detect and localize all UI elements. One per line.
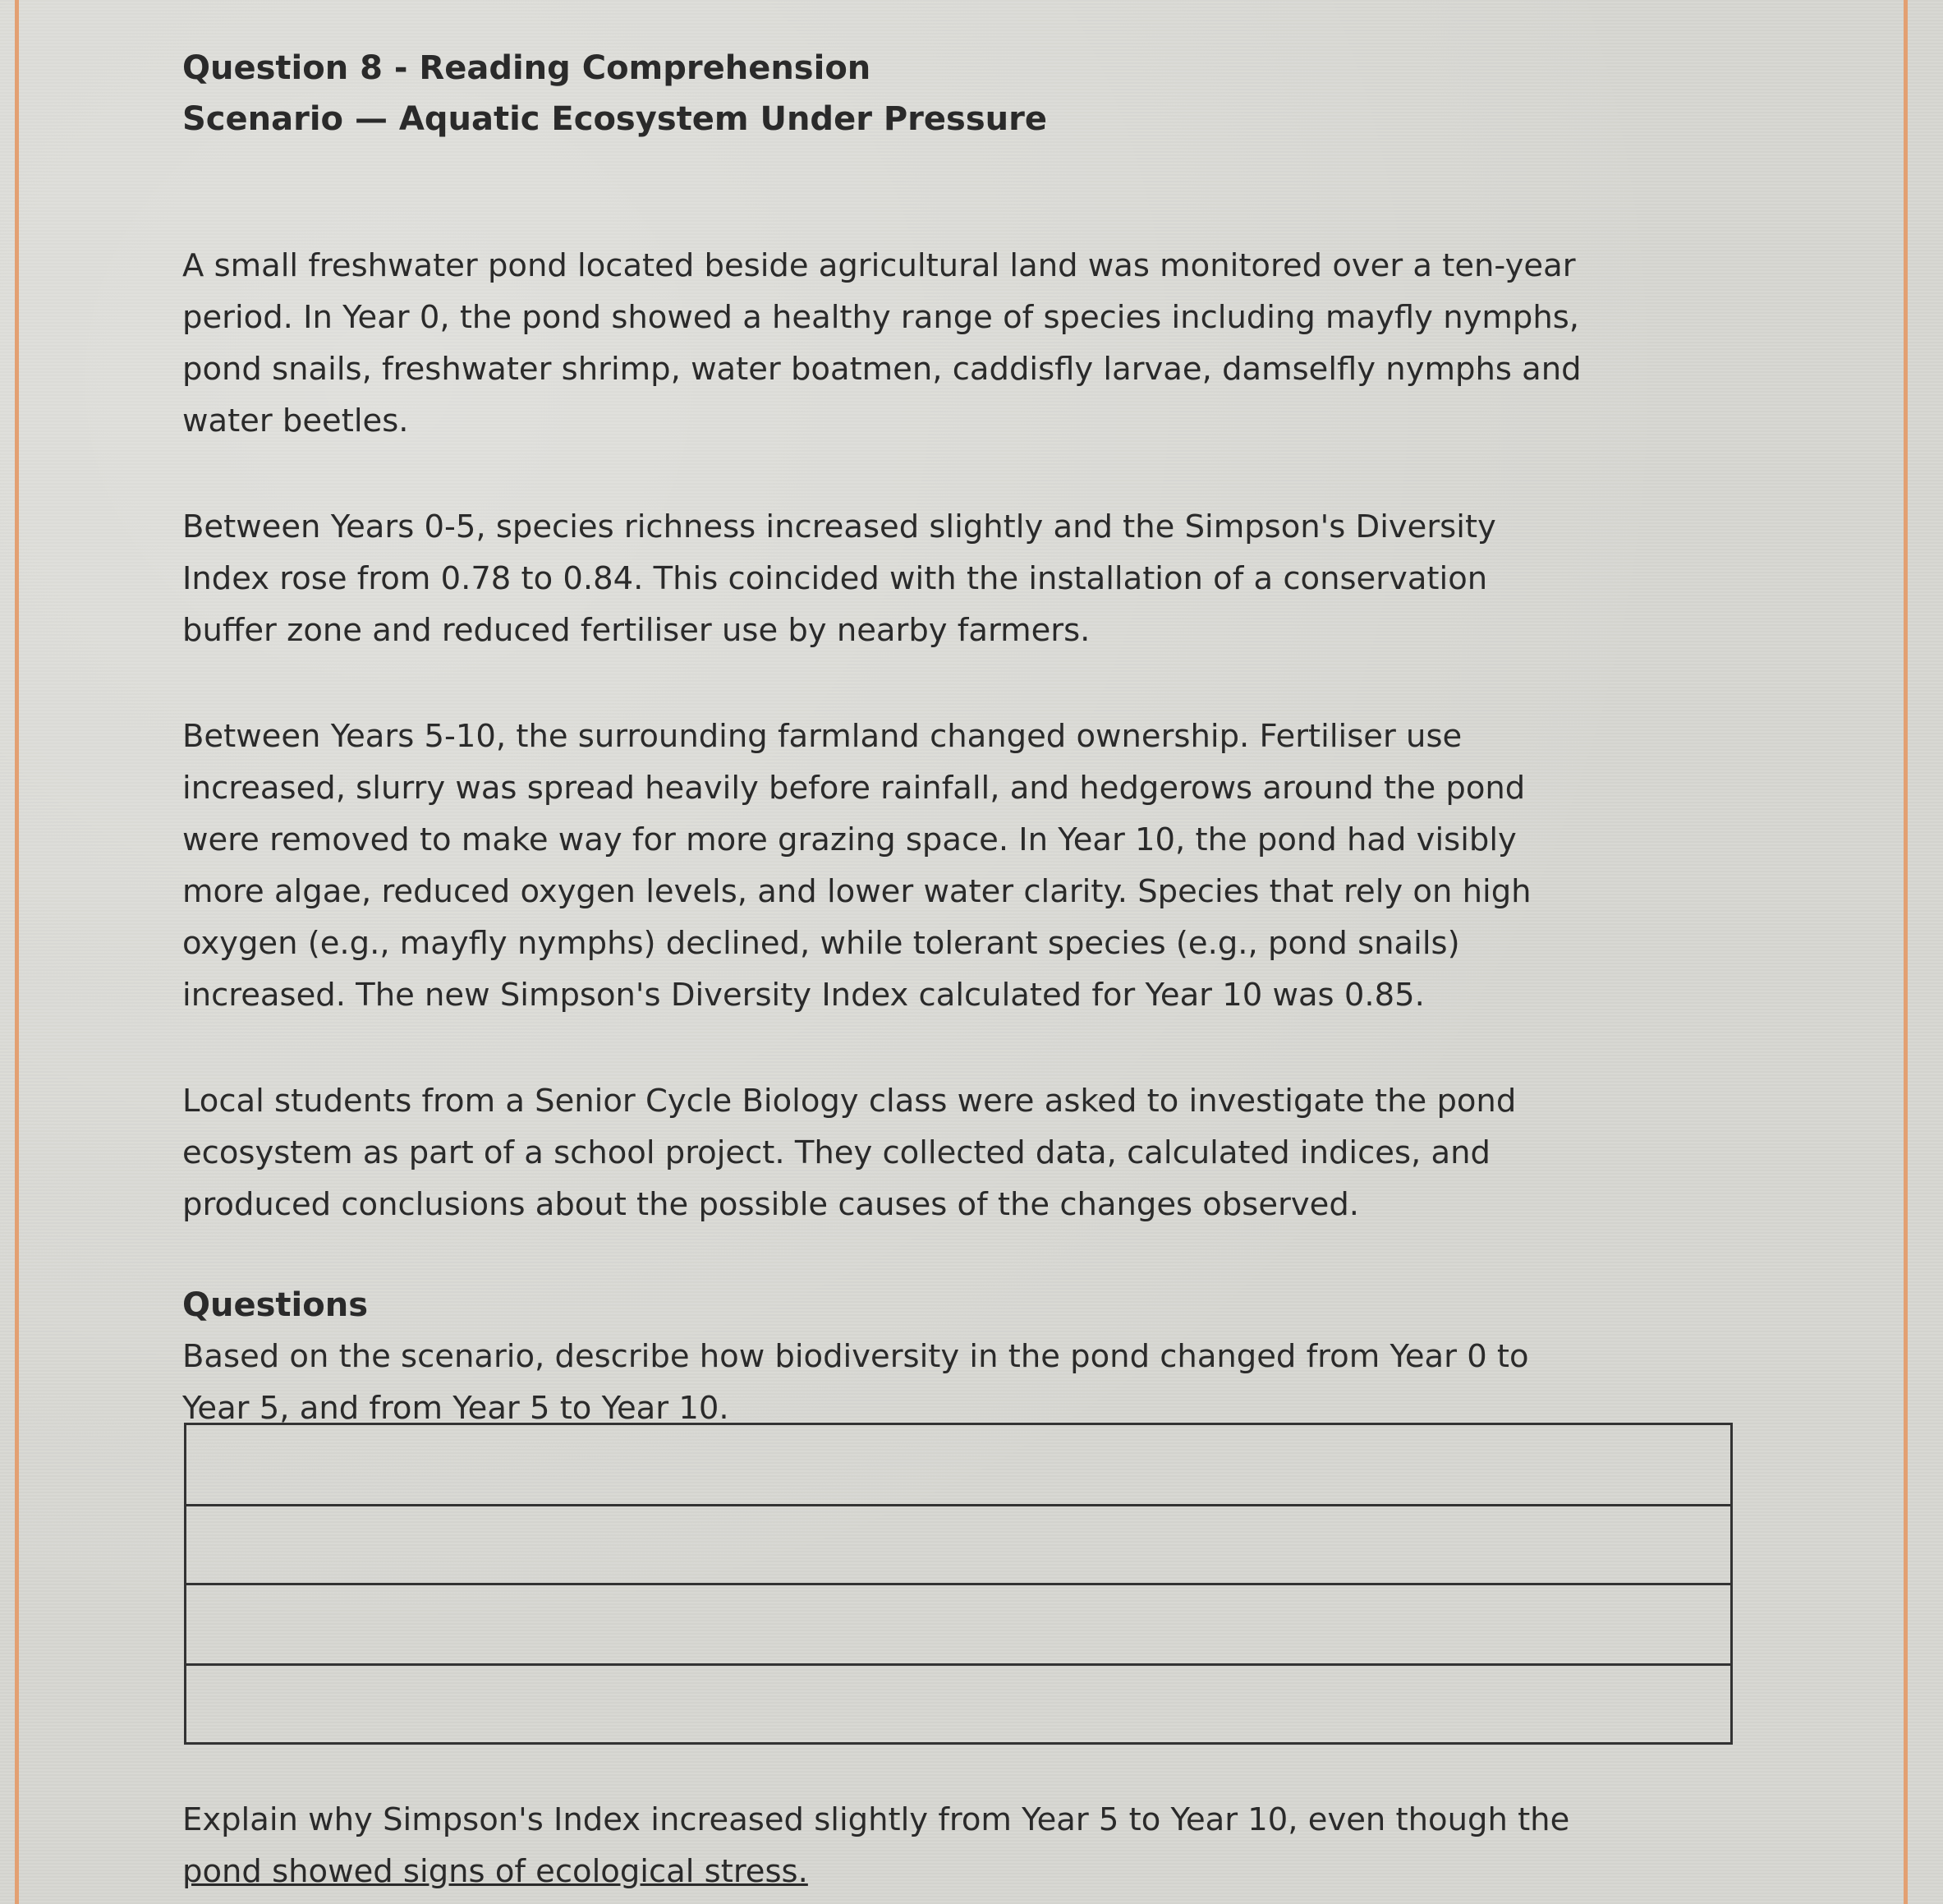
- page-right-border: [1904, 0, 1908, 1904]
- paragraph-line: more algae, reduced oxygen levels, and lower water clarity. Species that rely on high: [182, 873, 1532, 910]
- paragraph-line: were removed to make way for more grazing space. In Year 10, the pond had visibly: [182, 821, 1517, 858]
- paragraph-line: water beetles.: [182, 402, 409, 439]
- scenario-title: Scenario — Aquatic Ecosystem Under Pressure: [182, 100, 1047, 138]
- paragraph-line: oxygen (e.g., mayfly nymphs) declined, while tolerant species (e.g., pond snails): [182, 925, 1460, 962]
- paragraph-4: [182, 1075, 1743, 1230]
- paragraph-line: A small freshwater pond located beside agricultural land was monitored over a ten-year: [182, 247, 1576, 284]
- paragraph-line: period. In Year 0, the pond showed a healthy range of species including mayfly nymphs,: [182, 299, 1580, 336]
- paragraph-2: [182, 501, 1743, 656]
- worksheet-content: [182, 43, 1743, 1434]
- question-2-line: Explain why Simpson's Index increased slightly from Year 5 to Year 10, even though the: [182, 1801, 1570, 1838]
- paragraph-line: produced conclusions about the possible causes of the changes observed.: [182, 1186, 1360, 1223]
- page-left-border: [15, 0, 19, 1904]
- questions-heading: Questions: [182, 1286, 369, 1324]
- paragraph-line: Between Years 5-10, the surrounding farmland changed ownership. Fertiliser use: [182, 718, 1463, 755]
- paragraph-line: buffer zone and reduced fertiliser use by nearby farmers.: [182, 612, 1091, 649]
- question-2-line: pond showed signs of ecological stress.: [182, 1853, 808, 1890]
- answer-line: [186, 1663, 1730, 1666]
- paragraph-line: ecosystem as part of a school project. They collected data, calculated indices, and: [182, 1134, 1491, 1171]
- question-title: Question 8 - Reading Comprehension: [182, 49, 871, 87]
- question-2: [182, 1794, 1569, 1897]
- paragraph-line: increased, slurry was spread heavily before rainfall, and hedgerows around the pond: [182, 770, 1526, 807]
- paragraph-line: Between Years 0-5, species richness increased slightly and the Simpson's Diversity: [182, 508, 1496, 545]
- questions-section: [182, 1280, 1743, 1434]
- paragraph-line: increased. The new Simpson's Diversity Index calculated for Year 10 was 0.85.: [182, 977, 1425, 1014]
- paragraph-1: [182, 240, 1743, 447]
- paragraph-line: Local students from a Senior Cycle Biology class were asked to investigate the pond: [182, 1083, 1517, 1120]
- question-1-line: Year 5, and from Year 5 to Year 10.: [182, 1390, 729, 1427]
- paragraph-3: [182, 711, 1743, 1021]
- paragraph-line: Index rose from 0.78 to 0.84. This coincided with the installation of a conservation: [182, 560, 1488, 597]
- answer-line: [186, 1504, 1730, 1506]
- answer-box-question-1[interactable]: [184, 1423, 1733, 1745]
- answer-line: [186, 1583, 1730, 1585]
- paragraph-line: pond snails, freshwater shrimp, water boatmen, caddisfly larvae, damselfly nymphs and: [182, 351, 1582, 388]
- question-1-line: Based on the scenario, describe how biodiversity in the pond changed from Year 0 to: [182, 1338, 1529, 1375]
